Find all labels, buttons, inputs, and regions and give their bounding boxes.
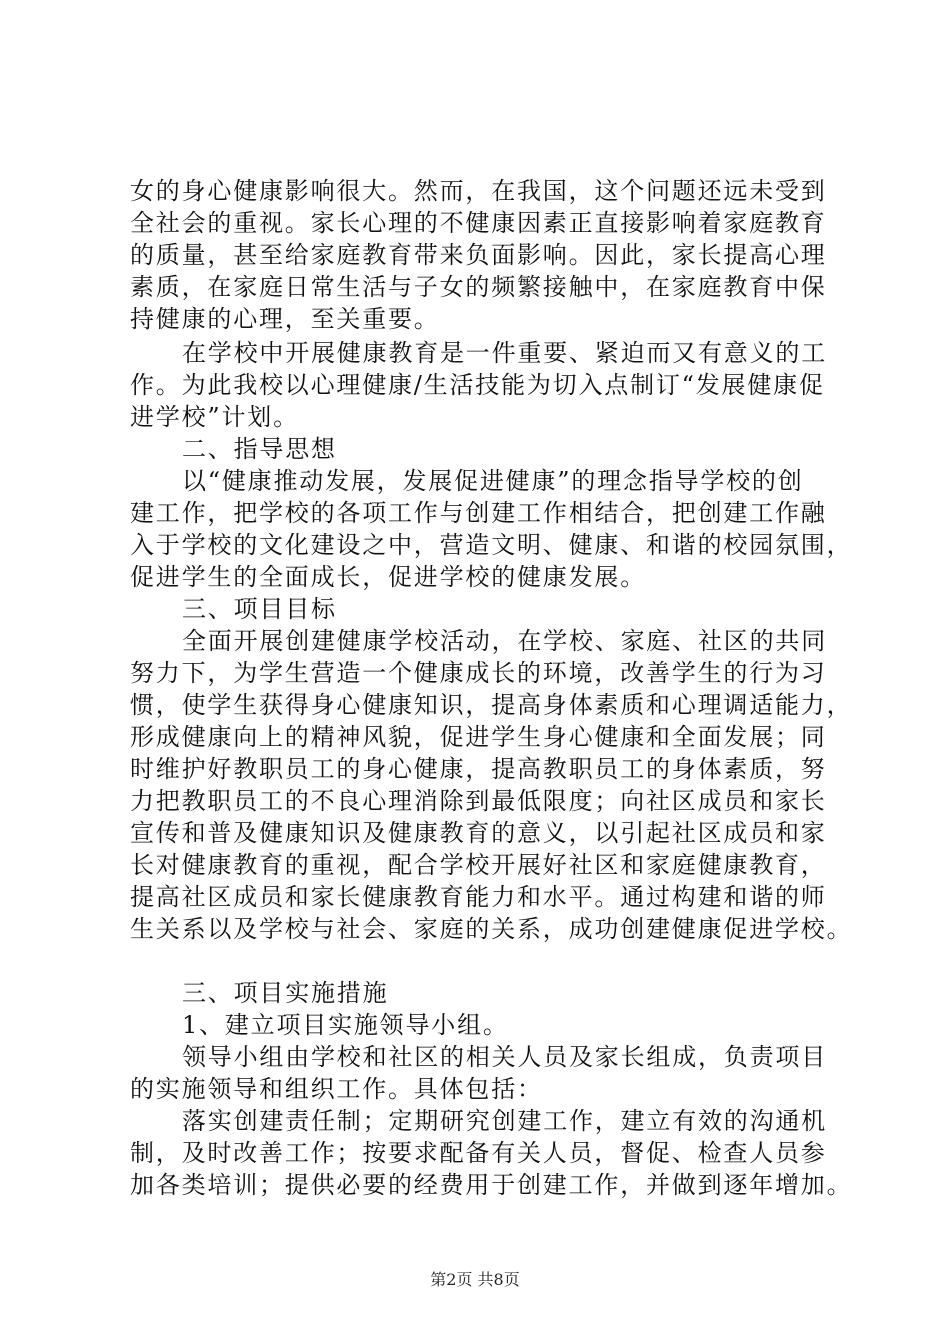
text-line: 作。为此我校以心理健康/生活技能为切入点制订“发展健康促 <box>130 371 825 399</box>
text-line: 促进学生的全面成长，促进学校的健康发展。 <box>130 563 646 591</box>
paragraph-first-line: 在学校中开展健康教育是一件重要、紧迫而又有意义的工 <box>182 339 827 367</box>
text-line: 全社会的重视。家长心理的不健康因素正直接影响着家庭教育 <box>130 209 827 237</box>
section-heading-implementation: 三、项目实施措施 <box>182 979 389 1007</box>
paragraph-first-line: 领导小组由学校和社区的相关人员及家长组成，负责项目 <box>182 1043 827 1071</box>
text-line: 的实施领导和组织工作。具体包括： <box>130 1075 543 1103</box>
text-line: 持健康的心理，至关重要。 <box>130 305 440 333</box>
page-number-footer: 第2页 共8页 <box>430 1270 520 1289</box>
text-line: 建工作，把学校的各项工作与创建工作相结合，把创建工作融 <box>130 499 827 527</box>
text-line: 的质量，甚至给家庭教育带来负面影响。因此，家长提高心理 <box>130 241 827 269</box>
text-line: 时维护好教职员工的身心健康，提高教职员工的身体素质，努 <box>130 755 827 783</box>
text-line: 女的身心健康影响很大。然而，在我国，这个问题还远未受到 <box>130 177 827 205</box>
text-line: 生关系以及学校与社会、家庭的关系，成功创建健康促进学校。 <box>130 915 853 943</box>
text-line: 惯，使学生获得身心健康知识，提高身体素质和心理调适能力， <box>130 691 853 719</box>
text-line: 提高社区成员和家长健康教育能力和水平。通过构建和谐的师 <box>130 883 827 911</box>
paragraph-first-line: 全面开展创建健康学校活动，在学校、家庭、社区的共同 <box>182 627 827 655</box>
paragraph-first-line: 落实创建责任制；定期研究创建工作，建立有效的沟通机 <box>182 1107 827 1135</box>
text-line: 素质，在家庭日常生活与子女的频繁接触中，在家庭教育中保 <box>130 273 827 301</box>
text-line: 宣传和普及健康知识及健康教育的意义，以引起社区成员和家 <box>130 819 827 847</box>
section-heading-guiding-thought: 二、指导思想 <box>182 435 337 463</box>
paragraph-first-line: 以“健康推动发展，发展促进健康”的理念指导学校的创 <box>182 467 804 495</box>
text-line: 力把教职员工的不良心理消除到最低限度；向社区成员和家长 <box>130 787 827 815</box>
text-line: 入于学校的文化建设之中，营造文明、健康、和谐的校园氛围， <box>130 531 853 559</box>
text-line: 长对健康教育的重视，配合学校开展好社区和家庭健康教育， <box>130 851 827 879</box>
text-line: 进学校”计划。 <box>130 403 299 431</box>
text-line: 形成健康向上的精神风貌，促进学生身心健康和全面发展；同 <box>130 723 827 751</box>
text-line: 努力下，为学生营造一个健康成长的环境，改善学生的行为习 <box>130 659 827 687</box>
text-line: 加各类培训；提供必要的经费用于创建工作，并做到逐年增加。 <box>130 1171 853 1199</box>
section-heading-project-goals: 三、项目目标 <box>182 595 337 623</box>
text-line: 制，及时改善工作；按要求配备有关人员，督促、检查人员参 <box>130 1139 827 1167</box>
subsection-heading: 1、建立项目实施领导小组。 <box>182 1011 509 1039</box>
